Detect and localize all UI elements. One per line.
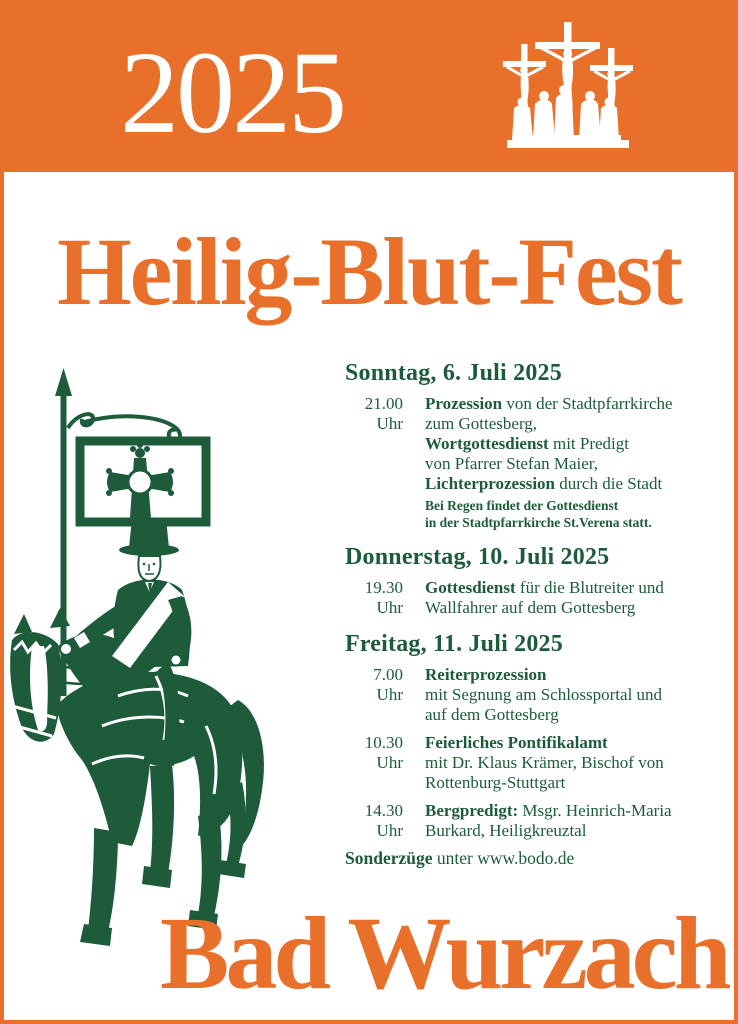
schedule-entry bbox=[345, 801, 737, 841]
header-band bbox=[0, 0, 738, 172]
special-trains-note bbox=[345, 848, 574, 868]
schedule-section bbox=[345, 360, 737, 531]
crucifixion-group-icon bbox=[502, 18, 634, 150]
entry-line: von Pfarrer Stefan Maier, bbox=[425, 454, 599, 473]
entry-line: Burkard, Heiligkreuztal bbox=[425, 821, 587, 840]
entry-line: Bergpredigt: Msgr. Heinrich-Maria bbox=[425, 801, 672, 820]
year-label: 2025 bbox=[120, 27, 344, 158]
entry-line: Reiterprozession bbox=[425, 665, 547, 684]
entry-description bbox=[425, 578, 664, 618]
schedule-entry bbox=[345, 733, 737, 793]
entry-description bbox=[425, 665, 662, 725]
schedule-section bbox=[345, 544, 737, 618]
entry-description bbox=[425, 801, 672, 841]
schedule-entry bbox=[345, 578, 737, 618]
schedule bbox=[345, 360, 737, 854]
entry-line: Rottenburg-Stuttgart bbox=[425, 773, 566, 792]
entry-time: 14.30 Uhr bbox=[364, 801, 403, 840]
schedule-entry bbox=[345, 665, 737, 725]
schedule-entry bbox=[345, 394, 737, 531]
entry-note: Bei Regen findet der Gottesdienst in der Stadtpfarrkirche St.Verena statt. bbox=[425, 498, 652, 530]
entry-line: zum Gottesberg, bbox=[425, 414, 538, 433]
entry-line: Wallfahrer auf dem Gottesberg bbox=[425, 598, 636, 617]
schedule-section bbox=[345, 631, 737, 841]
entry-line: mit Segnung am Schlossportal und bbox=[425, 685, 663, 704]
page-title: Heilig-Blut-Fest bbox=[57, 218, 681, 325]
entry-description bbox=[425, 394, 673, 531]
entry-time: 21.00 Uhr bbox=[364, 394, 403, 433]
entry-time: 10.30 Uhr bbox=[364, 733, 403, 772]
section-heading: Sonntag, 6. Juli 2025 bbox=[345, 360, 562, 386]
entry-line: Wortgottesdienst mit Predigt bbox=[425, 434, 629, 453]
city-name: Bad Wurzach bbox=[160, 896, 728, 1011]
entry-line: Prozession von der Stadtpfarrkirche bbox=[425, 394, 673, 413]
entry-line: mit Dr. Klaus Krämer, Bischof von bbox=[425, 753, 664, 772]
entry-line: Gottesdienst für die Blutreiter und bbox=[425, 578, 664, 597]
entry-time: 7.00 Uhr bbox=[373, 665, 403, 704]
entry-line: Feierliches Pontifikalamt bbox=[425, 733, 608, 752]
blood-rider-illustration bbox=[6, 366, 338, 962]
entry-line: Lichterprozession durch die Stadt bbox=[425, 474, 663, 493]
section-heading: Freitag, 11. Juli 2025 bbox=[345, 631, 563, 657]
special-trains-text: unter www.bodo.de bbox=[432, 848, 575, 868]
entry-line: auf dem Gottesberg bbox=[425, 705, 559, 724]
special-trains-label: Sonderzüge bbox=[345, 848, 433, 868]
section-heading: Donnerstag, 10. Juli 2025 bbox=[345, 544, 610, 570]
entry-description bbox=[425, 733, 664, 793]
entry-time: 19.30 Uhr bbox=[364, 578, 403, 617]
